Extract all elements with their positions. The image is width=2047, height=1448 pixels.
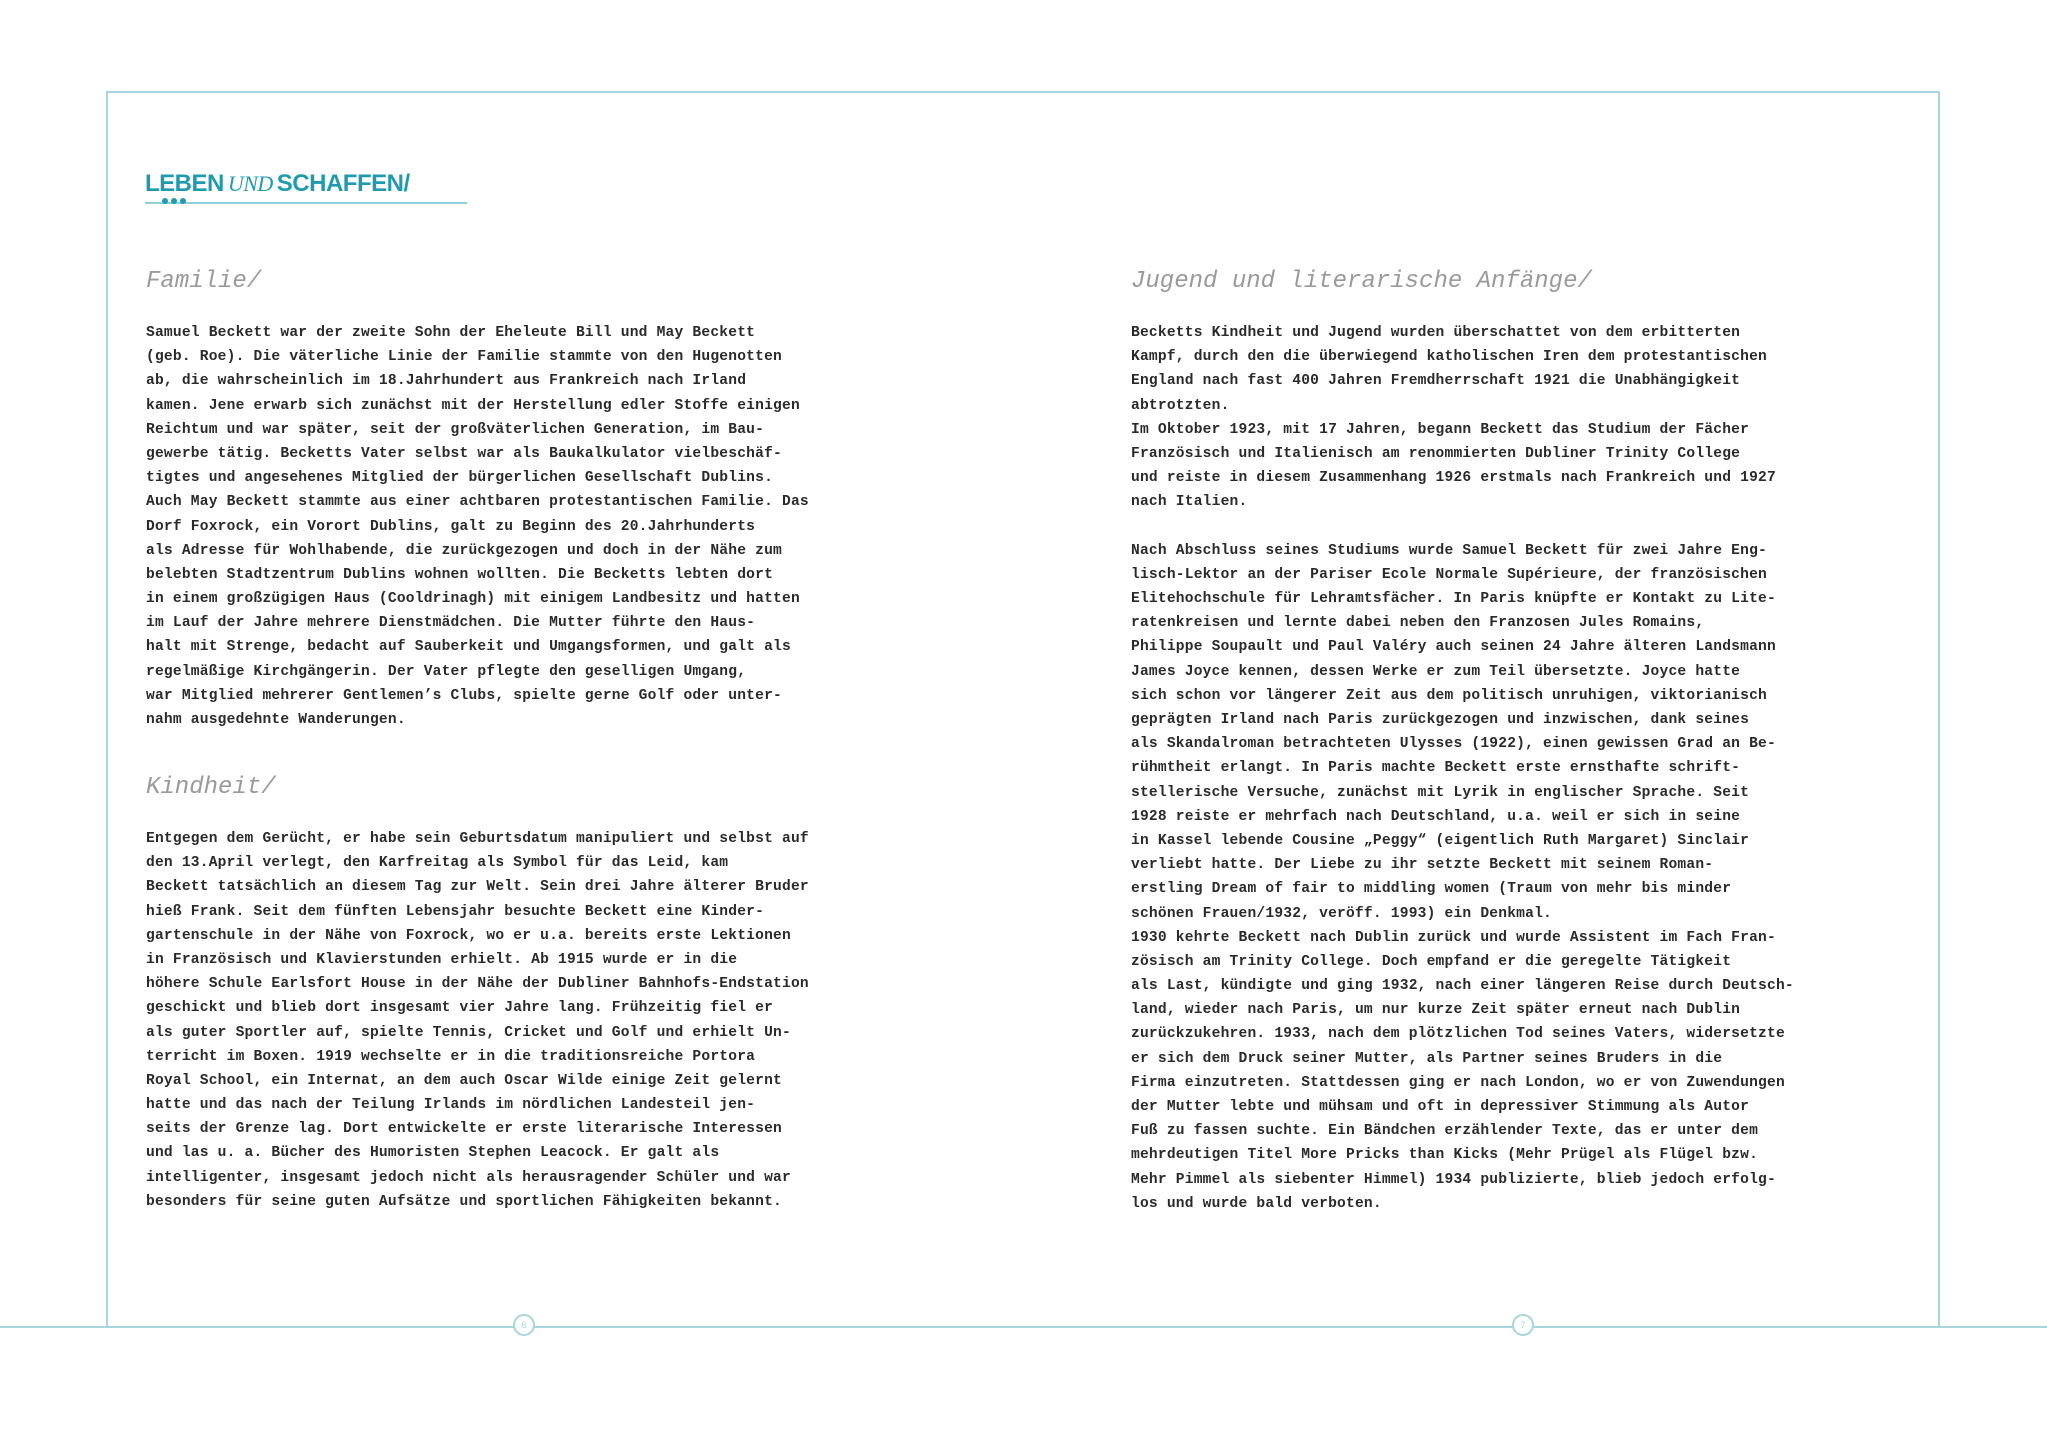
text-line: Fuß zu fassen suchte. Ein Bändchen erzählender Texte, das er unter dem (1131, 1123, 1759, 1140)
text-line: intelligenter, insgesamt jedoch nicht als herausragender Schüler und war (146, 1169, 791, 1186)
text-line: als Skandalroman betrachteten Ulysses (1922), einen gewissen Grad an Be- (1131, 736, 1776, 753)
text-line: der Mutter lebte und mühsam und oft in depressiver Stimmung als Autor (1131, 1099, 1750, 1115)
text-line: zösisch am Trinity College. Doch empfand er die geregelte Tätigkeit (1131, 953, 1732, 970)
text-line: zurückzukehren. 1933, nach dem plötzlichen Tod seines Vaters, widersetzte (1131, 1026, 1785, 1043)
right-page-number: 7 (1520, 1319, 1526, 1330)
text-line: nach Italien. (1131, 494, 1248, 511)
text-line: abtrotzten. (1131, 397, 1230, 414)
text-line: im Lauf der Jahre mehrere Dienstmädchen. Die Mutter führte den Haus- (146, 615, 756, 632)
heading-kindheit: Kindheit/ (146, 774, 276, 801)
text-line: lisch-Lektor an der Pariser Ecole Normale Supérieure, der französischen (1131, 566, 1767, 583)
paragraph-kindheit (146, 827, 926, 1214)
text-line: 1928 reiste er mehrfach nach Deutschland, u.a. weil er sich in seine (1131, 808, 1741, 825)
text-line: hatte und das nach der Teilung Irlands im nördlichen Landesteil jen- (146, 1097, 756, 1114)
heading-jugend: Jugend und literarische Anfänge/ (1131, 268, 1592, 295)
text-line: Reichtum und war später, seit der großväterlichen Generation, im Bau- (146, 421, 765, 438)
text-line: geschickt und blieb dort insgesamt vier Jahre lang. Frühzeitig fiel er (146, 1000, 774, 1017)
paragraph-jugend (1131, 321, 1911, 1216)
text-line: sich schon vor längerer Zeit aus dem politisch unruhigen, viktorianisch (1131, 687, 1767, 704)
text-line: ab, die wahrscheinlich im 18.Jahrhundert aus Frankreich nach Irland (146, 373, 747, 390)
header-title-part2: SCHAFFEN/ (276, 170, 410, 197)
text-line: mehrdeutigen Titel More Pricks than Kicks (Mehr Prügel als Flügel bzw. (1131, 1147, 1759, 1164)
text-line: stellerische Versuche, zunächst mit Lyrik in englischer Sprache. Seit (1131, 784, 1750, 801)
text-line: als Last, kündigte und ging 1932, nach einer längeren Reise durch Deutsch- (1131, 978, 1794, 995)
text-line: land, wieder nach Paris, um nur kurze Zeit später erneut nach Dublin (1131, 1002, 1741, 1019)
text-line: ratenkreisen und lernte dabei neben den Franzosen Jules Romains, (1131, 615, 1705, 632)
text-line: schönen Frauen/1932, veröff. 1993) ein Denkmal. (1131, 905, 1553, 922)
text-line: verliebt hatte. Der Liebe zu ihr setzte Beckett mit seinem Roman- (1131, 857, 1714, 874)
text-line: Dorf Foxrock, ein Vorort Dublins, galt zu Beginn des 20.Jahrhunderts (146, 518, 756, 535)
text-line: und reiste in diesem Zusammenhang 1926 erstmals nach Frankreich und 1927 (1131, 470, 1776, 487)
text-line: geprägten Irland nach Paris zurückgezogen und inzwischen, dank seines (1131, 712, 1750, 728)
paragraph-familie (146, 321, 926, 732)
text-line: in Französisch und Klavierstunden erhielt. Ab 1915 wurde er in die (146, 951, 738, 968)
text-line: (geb. Roe). Die väterliche Linie der Familie stammte von den Hugenotten (146, 349, 782, 366)
text-line: Auch May Beckett stammte aus einer achtbaren protestantischen Familie. Das (146, 494, 809, 511)
left-page-number: 6 (521, 1319, 527, 1330)
text-line: den 13.April verlegt, den Karfreitag als Symbol für das Leid, kam (146, 855, 729, 872)
text-line: Becketts Kindheit und Jugend wurden überschattet von dem erbitterten (1131, 325, 1741, 341)
text-line (1131, 515, 1911, 539)
text-line: James Joyce kennen, dessen Werke er zum Teil übersetzte. Joyce hatte (1131, 663, 1741, 680)
text-line: Im Oktober 1923, mit 17 Jahren, begann Beckett das Studium der Fächer (1131, 421, 1750, 438)
text-line: besonders für seine guten Aufsätze und sportlichen Fähigkeiten bekannt. (146, 1193, 782, 1210)
text-line: Philippe Soupault und Paul Valéry auch seinen 24 Jahre älteren Landsmann (1131, 639, 1776, 656)
text-line: regelmäßige Kirchgängerin. Der Vater pflegte den geselligen Umgang, (146, 663, 747, 680)
text-line: war Mitglied mehrerer Gentlemen’s Clubs, spielte gerne Golf oder unter- (146, 687, 782, 704)
text-line: belebten Stadtzentrum Dublins wohnen wollten. Die Becketts lebten dort (146, 566, 774, 583)
header-dots-ornament (162, 198, 186, 204)
text-line: terricht im Boxen. 1919 wechselte er in die traditionsreiche Portora (146, 1048, 756, 1065)
text-line: Nach Abschluss seines Studiums wurde Samuel Beckett für zwei Jahre Eng- (1131, 542, 1767, 559)
text-line: gartenschule in der Nähe von Foxrock, wo er u.a. bereits erste Lektionen (146, 927, 791, 944)
right-page-number-marker (1512, 1314, 1534, 1336)
text-line: und las u. a. Bücher des Humoristen Stephen Leacock. Er galt als (146, 1145, 720, 1162)
text-line: Elitehochschule für Lehramtsfächer. In Paris knüpfte er Kontakt zu Lite- (1131, 591, 1776, 608)
text-line: halt mit Strenge, bedacht auf Sauberkeit und Umgangsformen, und galt als (146, 639, 791, 656)
text-line: rühmtheit erlangt. In Paris machte Beckett erste ernsthafte schrift- (1131, 760, 1741, 777)
section-header-title (145, 168, 467, 200)
text-line: tigtes und angesehenes Mitglied der bürgerlichen Gesellschaft Dublins. (146, 470, 774, 487)
text-line: Samuel Beckett war der zweite Sohn der Eheleute Bill und May Beckett (146, 325, 756, 341)
text-line: in einem großzügigen Haus (Cooldrinagh) mit einigem Landbesitz und hatten (146, 591, 800, 608)
header-title-connector: UND (227, 171, 273, 196)
section-header (145, 168, 467, 208)
text-line: als guter Sportler auf, spielte Tennis, Cricket und Golf und erhielt Un- (146, 1024, 791, 1041)
page-bottom-rule (0, 1326, 2047, 1328)
text-line: gewerbe tätig. Becketts Vater selbst war als Baukalkulator vielbeschäf- (146, 445, 782, 462)
text-line: in Kassel lebende Cousine „Peggy“ (eigentlich Ruth Margaret) Sinclair (1131, 832, 1750, 849)
header-underline (145, 202, 467, 204)
text-line: als Adresse für Wohlhabende, die zurückgezogen und doch in der Nähe zum (146, 542, 782, 559)
text-line: höhere Schule Earlsfort House in der Nähe der Dubliner Bahnhofs-Endstation (146, 976, 809, 993)
text-line: nahm ausgedehnte Wanderungen. (146, 712, 406, 728)
text-line: seits der Grenze lag. Dort entwickelte er erste literarische Interessen (146, 1121, 782, 1138)
text-line: England nach fast 400 Jahren Fremdherrschaft 1921 die Unabhängigkeit (1131, 373, 1741, 390)
text-line: Entgegen dem Gerücht, er habe sein Geburtsdatum manipuliert und selbst auf (146, 831, 809, 847)
text-line: er sich dem Druck seiner Mutter, als Partner seines Bruders in die (1131, 1050, 1723, 1067)
text-line: Mehr Pimmel als siebenter Himmel) 1934 publizierte, blieb jedoch erfolg- (1131, 1171, 1776, 1188)
text-line: 1930 kehrte Beckett nach Dublin zurück und wurde Assistent im Fach Fran- (1131, 929, 1776, 946)
left-page-number-marker (513, 1314, 535, 1336)
text-line: Kampf, durch den die überwiegend katholischen Iren dem protestantischen (1131, 349, 1767, 366)
text-line: kamen. Jene erwarb sich zunächst mit der Herstellung edler Stoffe einigen (146, 397, 800, 414)
text-line: Royal School, ein Internat, an dem auch Oscar Wilde einige Zeit gelernt (146, 1072, 782, 1089)
text-line: Französisch und Italienisch am renommierten Dubliner Trinity College (1131, 445, 1741, 462)
header-title-part1: LEBEN (145, 170, 224, 197)
heading-familie: Familie/ (146, 268, 262, 295)
text-line: los und wurde bald verboten. (1131, 1195, 1382, 1212)
text-line: Beckett tatsächlich an diesem Tag zur Welt. Sein drei Jahre älterer Bruder (146, 879, 809, 896)
text-line: erstling Dream of fair to middling women (Traum von mehr bis minder (1131, 881, 1732, 898)
text-line: hieß Frank. Seit dem fünften Lebensjahr besuchte Beckett eine Kinder- (146, 903, 765, 920)
text-line: Firma einzutreten. Stattdessen ging er nach London, wo er von Zuwendungen (1131, 1074, 1785, 1091)
